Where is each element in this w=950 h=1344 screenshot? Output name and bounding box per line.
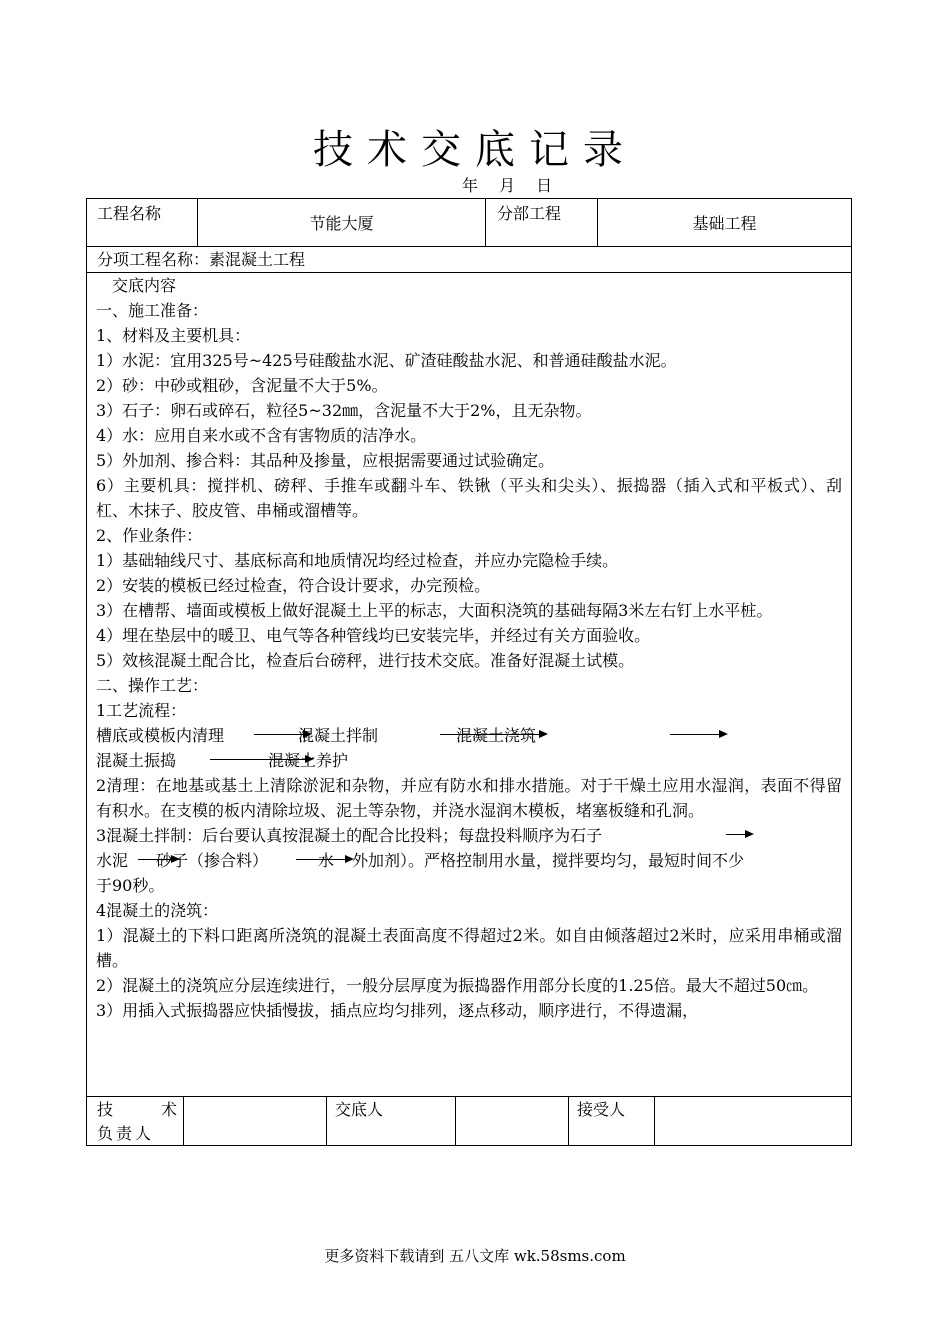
text-line: 4）水：应用自来水或不含有害物质的洁净水。 [96,426,427,445]
sequence-step: 水 [318,851,335,870]
column-divider [326,1096,327,1146]
text-line: 5）效核混凝土配合比，检查后台磅秤，进行技术交底。准备好混凝土试模。 [96,651,635,670]
text-paragraph: 1）混凝土的下料口距离所浇筑的混凝土表面高度不得超过2米。如自由倾落超过2米时，应采用串桶或溜槽。 [96,926,842,970]
process-flow-row-1 [96,723,842,748]
discloser-label: 交底人 [335,1100,384,1119]
sequence-step: 砂子（掺合料） [156,851,269,870]
text-paragraph: 2）混凝土的浇筑应分层连续进行，一般分层厚度为振捣器作用部分长度的1.25倍。最大不超过50㎝。 [96,976,819,995]
text-line: 4）埋在垫层中的暖卫、电气等各种管线均已安装完毕，并经过有关方面验收。 [96,626,651,645]
subsection-heading: 1、材料及主要机具： [96,326,251,345]
row-divider [87,1096,851,1097]
text-line: 3混凝土拌制：后台要认真按混凝土的配合比投料；每盘投料顺序为石子 [96,826,603,845]
text-paragraph: 6）主要机具：搅拌机、磅秤、手推车或翻斗车、铁锹（平头和尖头）、振捣器（插入式和平板式）、刮杠、木抹子、胶皮管、串桶或溜槽等。 [96,476,842,520]
section-heading: 二、操作工艺： [96,676,209,695]
column-divider [183,1096,184,1146]
division-label: 分部工程 [497,204,562,223]
date-line: 年 月 日 [462,176,553,195]
text-line: 2）砂：中砂或粗砂，含泥量不大于5%。 [96,376,388,395]
text-line: 于90秒。 [96,876,165,895]
mixing-sequence [96,848,842,873]
arrow-right-icon [670,734,726,735]
tech-lead-label-bottom: 负责人 [97,1124,155,1143]
flow-step: 混凝土养护 [268,751,349,770]
text-line: 1）基础轴线尺寸、基底标高和地质情况均经过检查，并应办完隐检手续。 [96,551,619,570]
text-paragraph: 2清理：在地基或基土上清除淤泥和杂物，并应有防水和排水措施。对于干燥土应用水湿润，表面不得留有积水。在支模的板内清除垃圾、泥土等杂物，并浇水湿润木模板，堵塞板缝和孔洞。 [96,776,842,820]
column-divider [568,1096,569,1146]
column-divider [654,1096,655,1146]
subsection-heading: 1工艺流程： [96,701,187,720]
text-line: 2）安装的模板已经过检查，符合设计要求，办完预检。 [96,576,491,595]
sequence-step: 外加剂）。严格控制用水量，搅拌要均匀，最短时间不少 [352,851,745,870]
column-divider [485,199,486,246]
division-value: 基础工程 [692,214,757,233]
text-paragraph: 3）在槽帮、墙面或模板上做好混凝土上平的标志，大面积浇筑的基础每隔3米左右钉上水平桩。 [96,601,773,620]
flow-step: 混凝土浇筑 [456,726,537,745]
text-line: 3）用插入式振捣器应快插慢拔，插点应均匀排列，逐点移动，顺序进行，不得遗漏， [96,1001,699,1020]
subsection-heading: 4混凝土的浇筑： [96,901,219,920]
project-name-label: 工程名称 [97,204,162,223]
text-line: 3）石子：卵石或碎石，粒径5~32㎜，含泥量不大于2%，且无杂物。 [96,401,592,420]
project-name-value: 节能大厦 [309,214,374,233]
section-heading: 一、施工准备： [96,301,209,320]
process-flow-row-2 [96,748,842,773]
content-heading: 交底内容 [112,276,177,295]
column-divider [455,1096,456,1146]
flow-step: 混凝土拌制 [298,726,379,745]
subsection-heading: 2、作业条件： [96,526,203,545]
text-line: 1）水泥：宜用325号~425号硅酸盐水泥、矿渣硅酸盐水泥、和普通硅酸盐水泥。 [96,351,677,370]
receiver-label: 接受人 [577,1100,626,1119]
arrow-right-icon [726,834,752,835]
footer-note: 更多资料下载请到 五八文库 wk.58sms.com [324,1247,626,1265]
row-divider [87,246,851,247]
mixing-line [96,823,842,848]
text-line: 5）外加剂、掺合料：其品种及掺量，应根据需要通过试验确定。 [96,451,555,470]
tech-lead-label-top: 技 术 [97,1100,177,1119]
sequence-step: 水泥 [96,851,129,870]
disclosure-content [96,273,842,1023]
flow-step: 混凝土振捣 [96,751,177,770]
flow-step: 槽底或模板内清理 [96,726,225,745]
document-title: 技术交底记录 [313,127,637,173]
subitem-name: 分项工程名称：素混凝土工程 [97,250,306,269]
